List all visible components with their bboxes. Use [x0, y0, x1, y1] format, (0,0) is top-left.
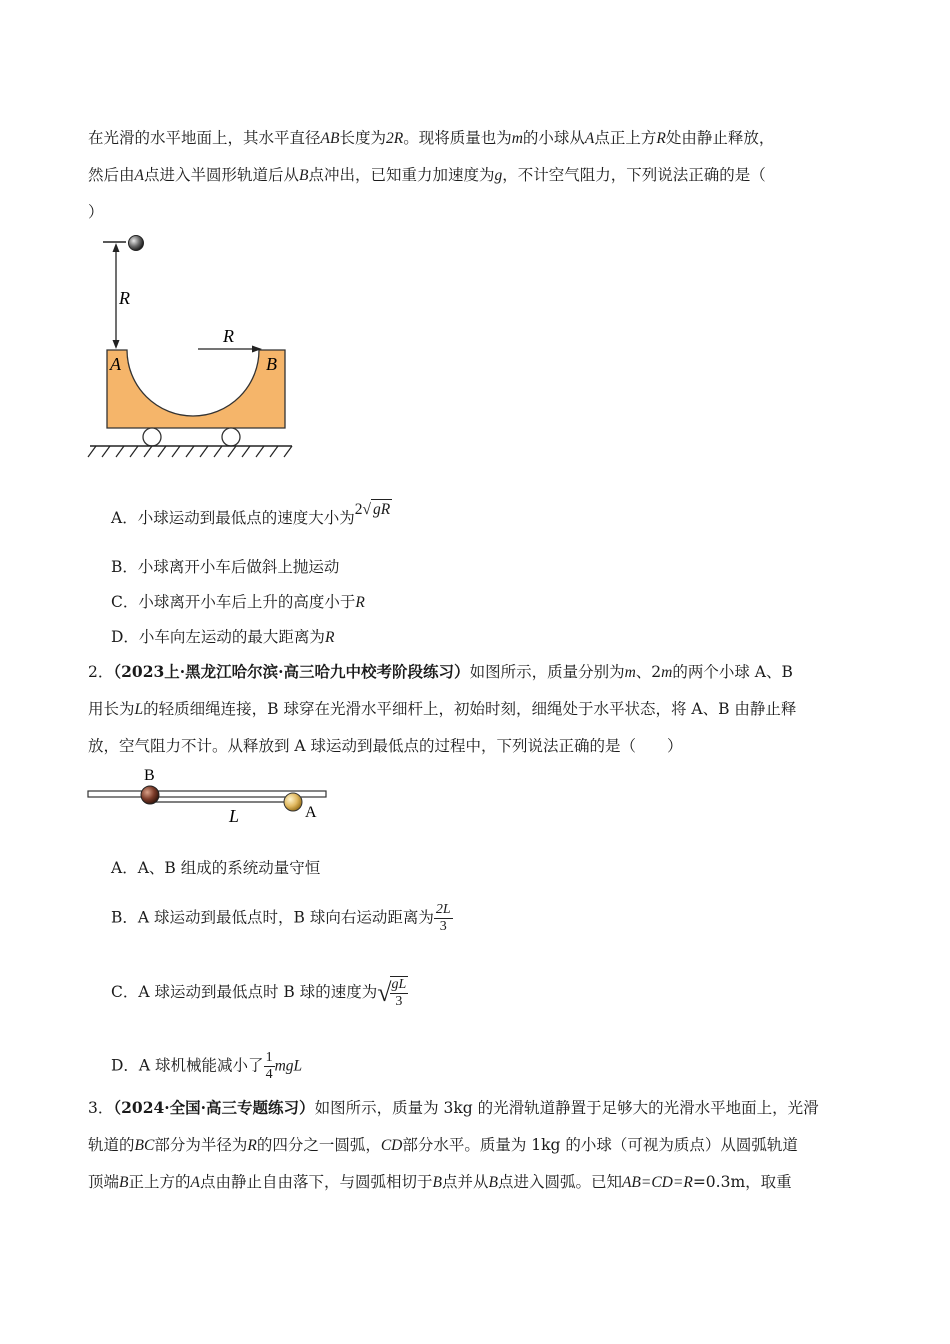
q1-label-r-arrow: R [223, 326, 234, 346]
q2-stem-line-3: 放，空气阻力不计。从释放到 A 球运动到最低点的过程中，下列说法正确的是（ ） [88, 737, 683, 755]
q1-label-r-vertical: R [119, 288, 130, 308]
q2-label-a: A [305, 804, 317, 821]
q1-label-a: A [110, 354, 121, 374]
q2-option-b: B．A 球运动到最低点时，B 球向右运动距离为 $\frac{2L}{3}$ [111, 902, 451, 934]
q2-label-b: B [144, 767, 155, 784]
q2-option-a: A．A、B 组成的系统动量守恒 [111, 859, 321, 877]
q2-rod-figure [86, 764, 331, 828]
q1-stem-line-1: 在光滑的水平地面上，其水平直径AB长度为2R。现将质量也为m的小球从A点正上方R处由静止释放， [88, 129, 775, 147]
q1-stem-line-2: 然后由A点进入半圆形轨道后从B点冲出，已知重力加速度为g，不计空气阻力，下列说法正确的是（ [88, 166, 766, 184]
q3-stem-line-3: 顶端B正上方的A点由静止自由落下，与圆弧相切于B点并从B点进入圆弧。已知AB=CD=R=0.3m，取重 [88, 1173, 792, 1191]
q1-label-b: B [266, 354, 277, 374]
q2-option-c: C．A 球运动到最低点时 B 球的速度为√ $\frac{gL}{3}$ [111, 977, 407, 1009]
q1-option-a: A．小球运动到最低点的速度大小为2√ gR [111, 501, 391, 527]
q1-option-b: B．小球离开小车后做斜上抛运动 [111, 558, 340, 576]
q1-stem-line-3: ） [88, 203, 104, 221]
q3-stem-line-1: 3．（2024·全国·高三专题练习）如图所示，质量为 3kg 的光滑轨道静置于足够大的光滑水平地面上，光滑 [88, 1098, 819, 1117]
q1-cart-figure [86, 230, 296, 462]
q2-stem-line-2: 用长为L的轻质细绳连接，B 球穿在光滑水平细杆上，初始时刻，细绳处于水平状态，将 A、B 由静止释 [88, 700, 797, 718]
q1-option-c: C．小球离开小车后上升的高度小于R [111, 593, 365, 611]
q2-stem-line-1: 2．（2023上·黑龙江哈尔滨·高三哈九中校考阶段练习）如图所示，质量分别为m、2m的两个小球 A、B [88, 662, 793, 681]
q1-option-d: D．小车向左运动的最大距离为R [111, 628, 335, 646]
q2-option-d: D．A 球机械能减小了 $\frac{1}{4}$ mgL [111, 1050, 303, 1082]
q3-stem-line-2: 轨道的BC部分为半径为R的四分之一圆弧，CD部分水平。质量为 1kg 的小球（可视为质点）从圆弧轨道 [88, 1136, 798, 1154]
q2-label-l: L [229, 806, 240, 826]
